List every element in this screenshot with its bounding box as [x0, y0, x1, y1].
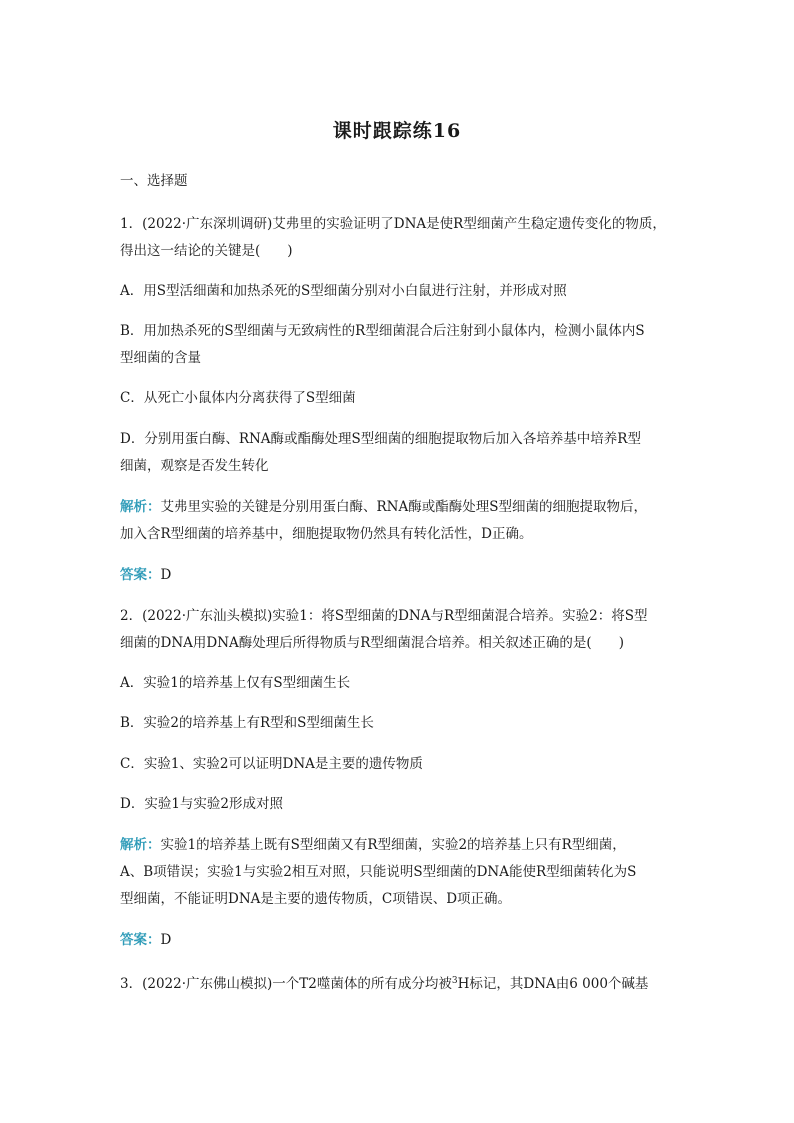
q1-answer-value: D — [160, 567, 172, 583]
q2-analysis-text-1: 实验1的培养基上既有S型细菌又有R型细菌，实验2的培养基上只有R型细菌， — [160, 837, 626, 853]
q3-stem-line-1 — [120, 966, 680, 999]
analysis-label: 解析： — [120, 499, 161, 515]
q3-stem-pre: 3．(2022·广东佛山模拟)一个T2噬菌体的所有成分均被 — [120, 976, 452, 992]
q1-option-d-line-2: 细菌，观察是否发生转化 — [120, 458, 269, 474]
q2-analysis-line-3: 型细菌，不能证明DNA是主要的遗传物质，C项错误、D项正确。 — [120, 891, 512, 907]
analysis-label: 解析： — [120, 837, 161, 853]
q2-option-b: B．实验2的培养基上有R型和S型细菌生长 — [120, 715, 374, 731]
q2-analysis-line-1 — [120, 830, 680, 860]
q1-option-d-line-1: D．分别用蛋白酶、RNA酶或酯酶处理S型细菌的细胞提取物后加入各培养基中培养R型 — [120, 431, 641, 447]
page-title: 课时跟踪练16 — [332, 120, 462, 142]
q1-option-b-line-1: B．用加热杀死的S型细菌与无致病性的R型细菌混合后注射到小鼠体内，检测小鼠体内S — [120, 323, 645, 339]
q2-answer — [120, 925, 680, 955]
q2-option-c: C．实验1、实验2可以证明DNA是主要的遗传物质 — [120, 756, 423, 772]
q1-analysis-text-1: 艾弗里实验的关键是分别用蛋白酶、RNA酶或酯酶处理S型细菌的细胞提取物后， — [160, 499, 647, 515]
q1-answer — [120, 560, 680, 590]
q2-option-a: A．实验1的培养基上仅有S型细菌生长 — [120, 675, 351, 691]
q2-analysis-line-2: A、B项错误；实验1与实验2相互对照，只能说明S型细菌的DNA能使R型细菌转化为S — [120, 864, 637, 880]
q1-option-c: C．从死亡小鼠体内分离获得了S型细菌 — [120, 390, 356, 406]
q1-option-a: A．用S型活细菌和加热杀死的S型细菌分别对小白鼠进行注射，并形成对照 — [120, 283, 567, 299]
q2-stem-line-1: 2．(2022·广东汕头模拟)实验1：将S型细菌的DNA与R型细菌混合培养。实验2：将S型 — [120, 608, 648, 624]
answer-label: 答案： — [120, 932, 161, 948]
q2-option-d: D．实验1与实验2形成对照 — [120, 796, 284, 812]
q1-analysis-line-2: 加入含R型细菌的培养基中，细胞提取物仍然具有转化活性，D正确。 — [120, 526, 533, 542]
q1-analysis-line-1 — [120, 492, 680, 522]
answer-label: 答案： — [120, 567, 161, 583]
q1-option-b-line-2: 型细菌的含量 — [120, 350, 201, 366]
section-heading: 一、选择题 — [120, 173, 188, 189]
q2-answer-value: D — [160, 932, 172, 948]
q2-stem-line-2: 细菌的DNA用DNA酶处理后所得物质与R型细菌混合培养。相关叙述正确的是( ) — [120, 635, 624, 651]
q3-stem-post: H标记，其DNA由6 000个碱基 — [457, 976, 649, 992]
q3-superscript: 3 — [451, 976, 458, 986]
q1-stem-line-2: 得出这一结论的关键是( ) — [120, 243, 293, 259]
q1-stem-line-1: 1．(2022·广东深圳调研)艾弗里的实验证明了DNA是使R型细菌产生稳定遗传变化的物质， — [120, 216, 666, 232]
